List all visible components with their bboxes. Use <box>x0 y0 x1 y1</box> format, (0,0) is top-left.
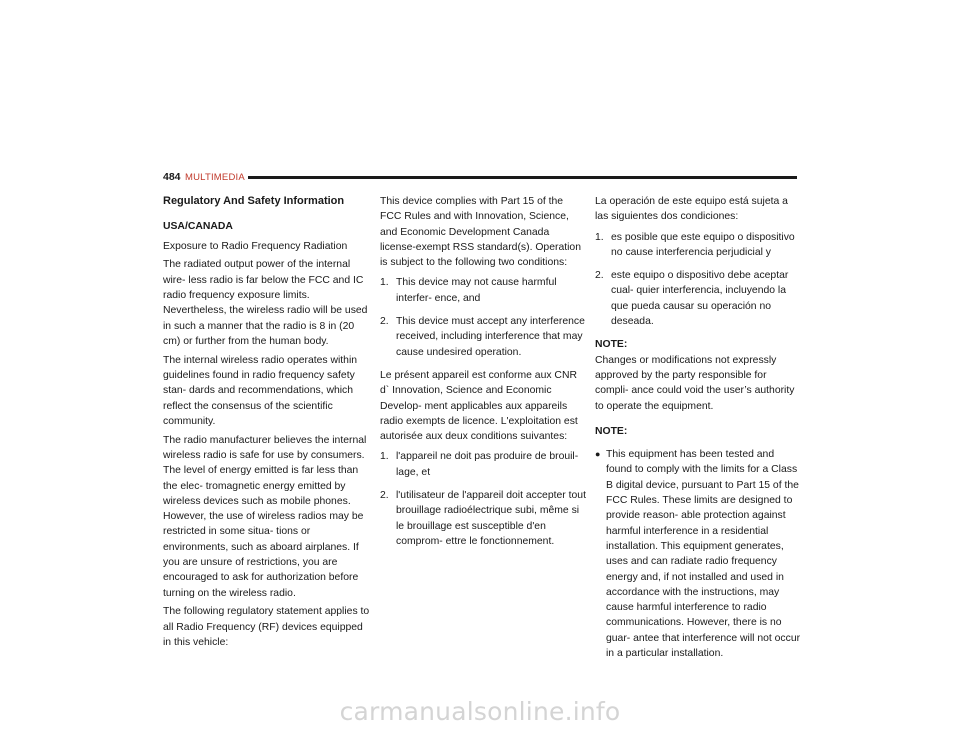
paragraph: Le présent appareil est conforme aux CNR d` Innovation, Science and Economic Develop- ment applicables aux appareils radio exempts de licence. L'exploitation est autorisée aux deux conditions suivantes: <box>380 369 578 443</box>
header-rule <box>248 176 797 179</box>
page-number: 484 <box>163 171 181 183</box>
column-2 <box>380 194 586 557</box>
list-text: This device may not cause harmful interfer- ence, and <box>396 277 557 304</box>
list-item <box>380 275 586 306</box>
numbered-list <box>380 449 586 549</box>
list-text: este equipo o dispositivo debe aceptar cual- quier interferencia, incluyendo la que pueda causar su operación no deseada. <box>611 270 789 328</box>
column-3 <box>595 194 801 661</box>
bullet-icon: ● <box>595 449 601 460</box>
list-number: 1. <box>380 277 389 289</box>
list-number: 2. <box>595 270 604 282</box>
note-label: NOTE: <box>595 425 628 437</box>
region-subtitle: USA/CANADA <box>163 221 233 233</box>
list-number: 2. <box>380 490 389 502</box>
list-text: l'utilisateur de l'appareil doit accepter tout brouillage radioélectrique subi, même si le brouillage est susceptible d'en comprom- ettre le fonctionnement. <box>396 490 586 547</box>
list-text: This equipment has been tested and found to comply with the limits for a Class B digital device, pursuant to Part 15 of the FCC Rules. These limits are designed to provide reason- able protection against harmful interference in a residential installation. This equipment generates, uses and can radiate radio frequency energy and, if not installed and used in accordance with the instructions, may cause harmful interference to radio communications. However, there is no guar- antee that interference will not occur in a particular installation. <box>606 449 801 660</box>
list-item <box>595 447 801 661</box>
paragraph: The internal wireless radio operates within guidelines found in radio frequency safety stan- dards and recommendations, which reflect the consensus of the scientific community. <box>163 354 358 427</box>
paragraph: La operación de este equipo está sujeta a las siguientes dos condiciones: <box>595 196 788 223</box>
list-item <box>380 314 586 360</box>
paragraph: The following regulatory statement applies to all Radio Frequency (RF) devices equipped in this vehicle: <box>163 606 370 649</box>
list-item <box>595 268 801 329</box>
numbered-list <box>595 230 801 330</box>
numbered-list <box>380 275 586 359</box>
list-number: 1. <box>380 451 389 463</box>
note-text: Changes or modifications not expressly approved by the party responsible for compli- ance could void the user’s authority to operate the equipment. <box>595 354 795 412</box>
list-number: 1. <box>595 231 604 243</box>
paragraph: The radiated output power of the internal wire- less radio is far below the FCC and IC radio frequency exposure limits. Nevertheless, the wireless radio will be used in such a manner that the radio is 8 in (20 cm) or further from the human body. <box>163 259 368 347</box>
list-number: 2. <box>380 316 389 328</box>
list-text: This device must accept any interference received, including interference that may cause undesired operation. <box>396 316 585 358</box>
list-item <box>380 488 586 549</box>
list-text: es posible que este equipo o dispositivo no cause interferencia perjudicial y <box>611 231 795 258</box>
column-1 <box>163 194 371 654</box>
section-title: Regulatory And Safety Information <box>163 195 345 207</box>
watermark: carmanualsonline.info <box>339 697 621 726</box>
list-item <box>380 449 586 480</box>
section-name: MULTIMEDIA <box>185 172 245 183</box>
list-item <box>595 230 801 261</box>
paragraph: The radio manufacturer believes the internal wireless radio is safe for use by consumers. The level of energy emitted is far less than the elec- tromagnetic energy emitted by wireless devices such as mobile phones. However, the use of wireless radios may be restricted in some situa- tions or environments, such as aboard airplanes. If you are unsure of restrictions, you are encouraged to ask for authorization before turning on the wireless radio. <box>163 434 367 599</box>
bullet-list <box>595 447 801 661</box>
paragraph: This device complies with Part 15 of the FCC Rules and with Innovation, Science, and Economic Development Canada license-exempt RSS standard(s). Operation is subject to the following two conditions: <box>380 196 581 269</box>
list-text: l'appareil ne doit pas produire de brouil- lage, et <box>396 451 579 478</box>
note-label: NOTE: <box>595 339 628 351</box>
page-header <box>163 170 797 186</box>
paragraph: Exposure to Radio Frequency Radiation <box>163 240 348 252</box>
